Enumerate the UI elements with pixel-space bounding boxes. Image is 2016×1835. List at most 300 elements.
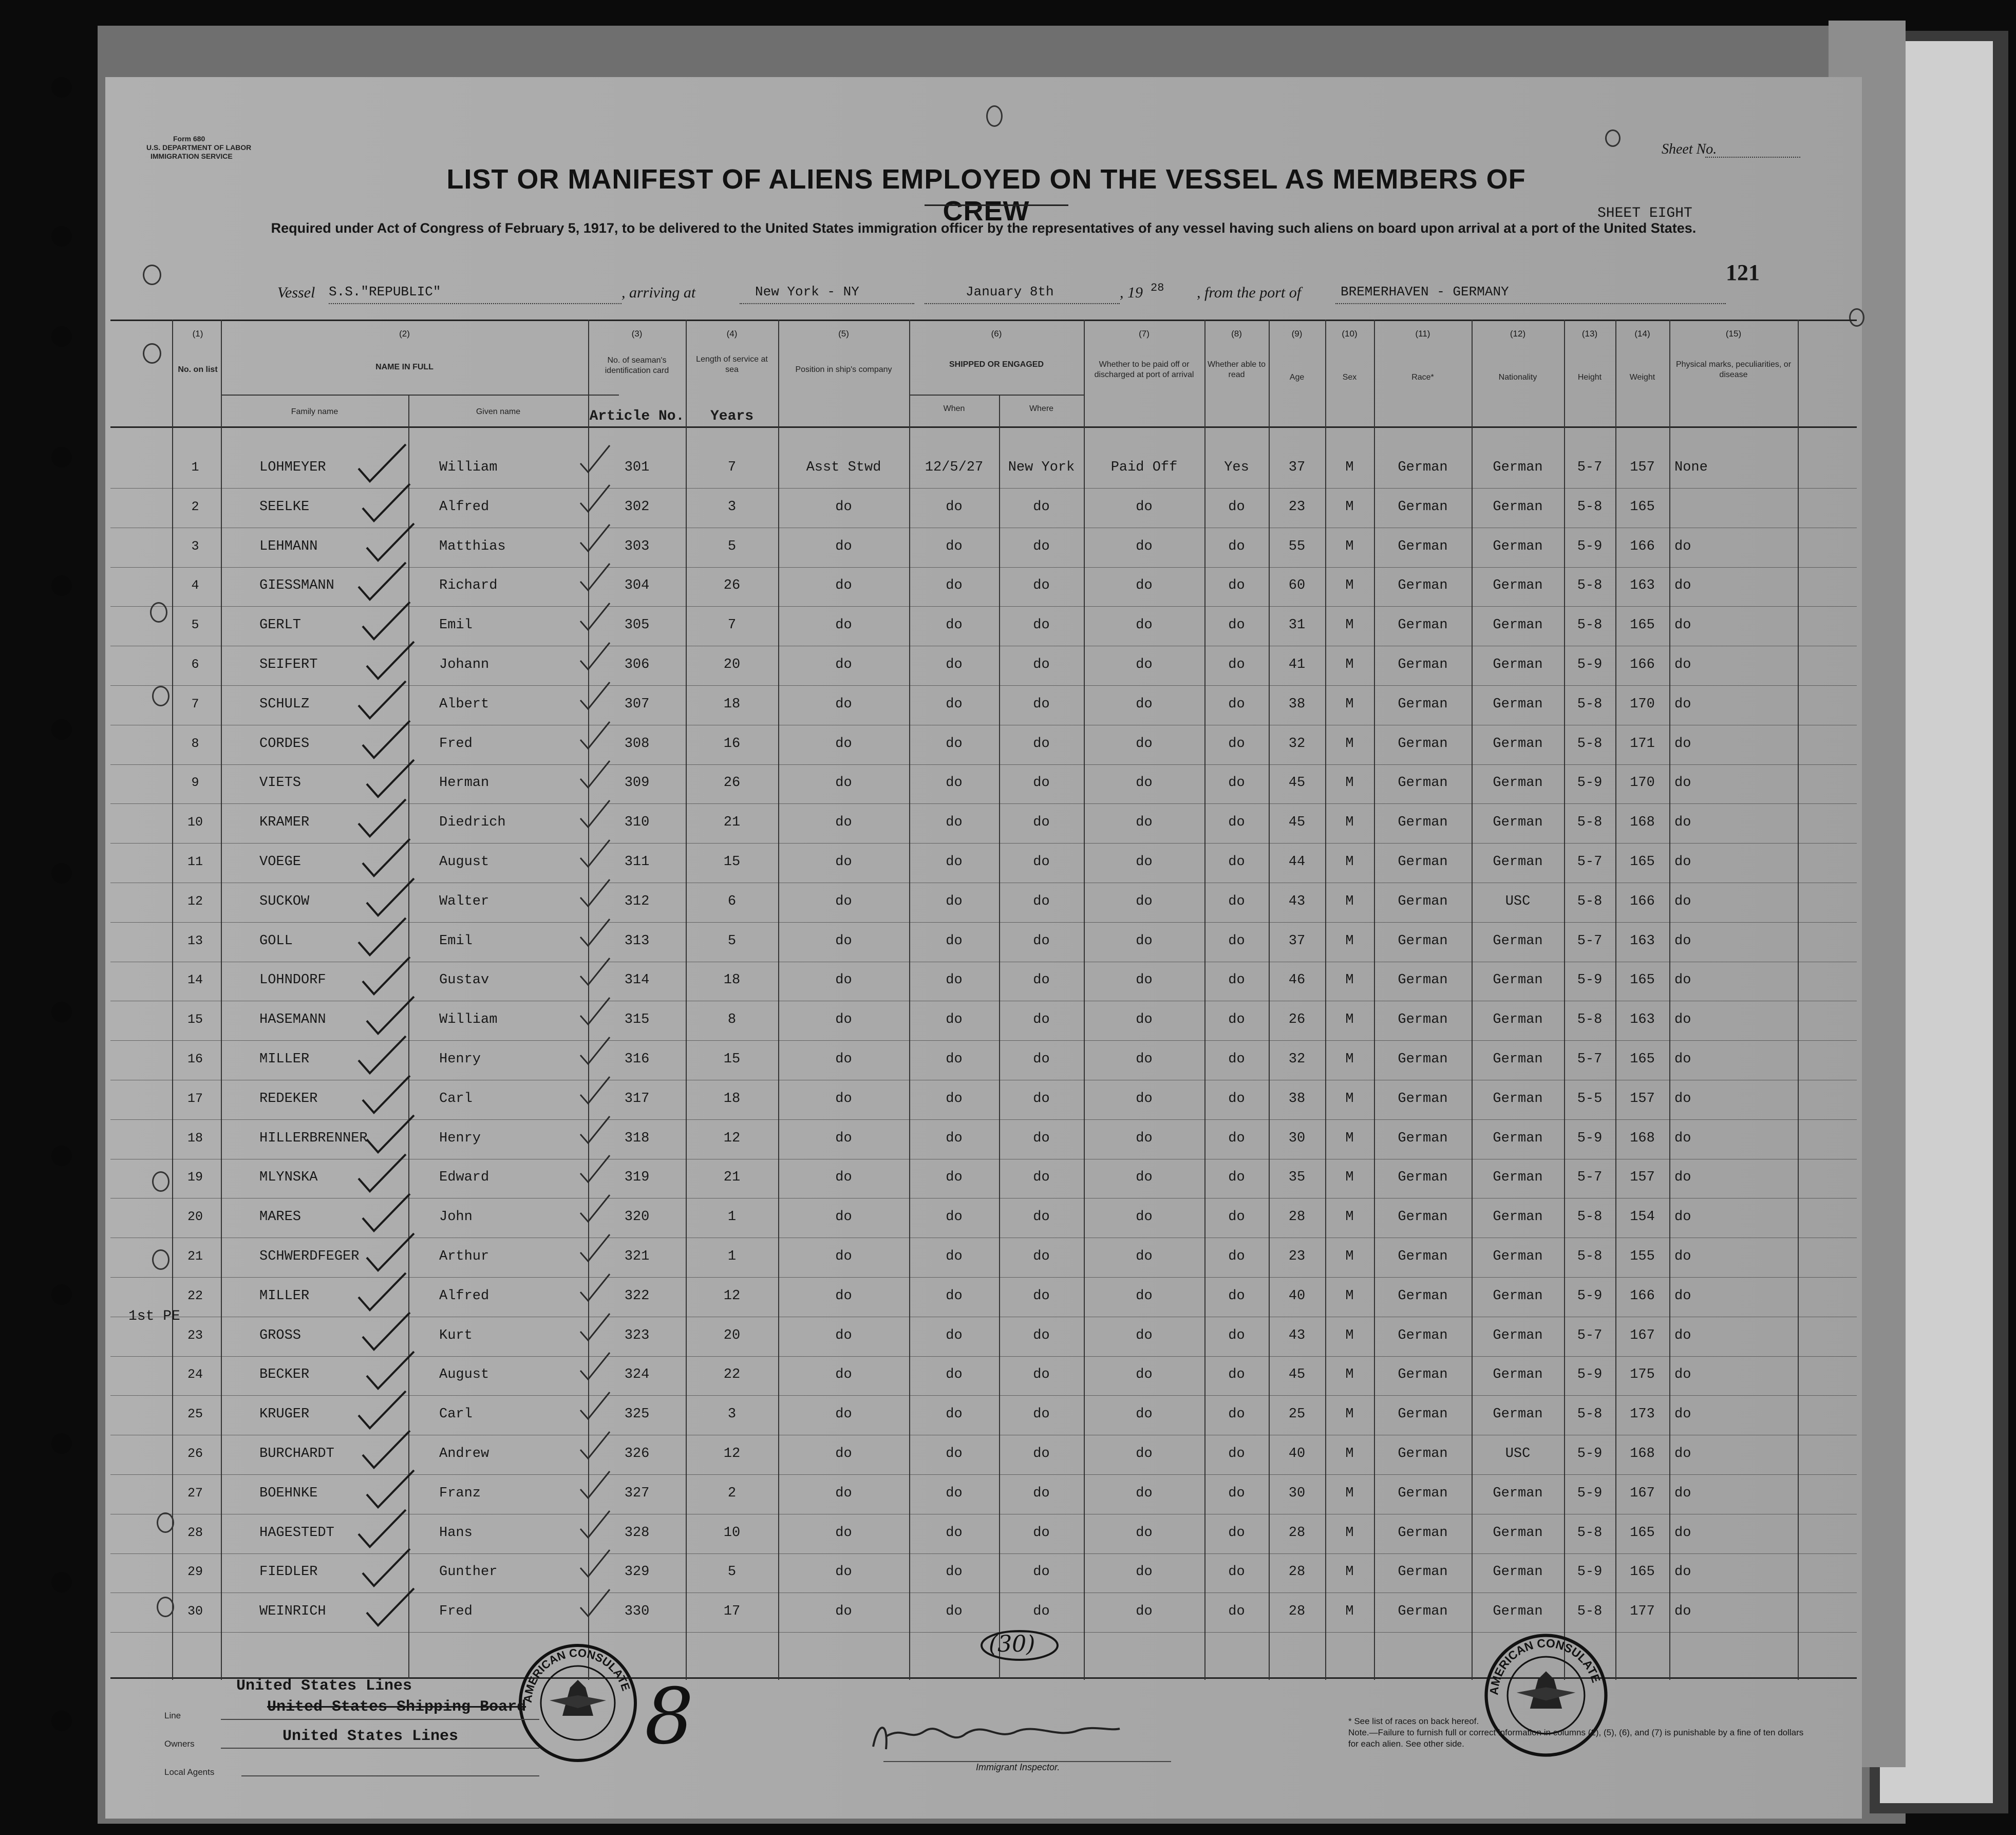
- id-card: 324: [624, 1367, 650, 1383]
- given-name: Carl: [439, 1091, 473, 1107]
- nationality: German: [1493, 1249, 1543, 1264]
- row-number: 26: [187, 1446, 203, 1461]
- weight: 168: [1630, 1130, 1655, 1146]
- years-service: 12: [723, 1446, 741, 1462]
- card-check-icon: [578, 677, 614, 713]
- able-to-read: do: [1228, 617, 1245, 633]
- height: 5-7: [1577, 460, 1603, 475]
- race: German: [1398, 1367, 1448, 1383]
- nationality: German: [1493, 854, 1543, 870]
- family-name: VOEGE: [259, 854, 302, 870]
- paid-off: do: [1136, 578, 1153, 594]
- race: German: [1398, 460, 1448, 475]
- paid-off: do: [1136, 1564, 1153, 1580]
- position: do: [835, 696, 852, 712]
- shipped-when: do: [946, 1564, 963, 1580]
- years-service: 1: [727, 1209, 737, 1225]
- years-service: 15: [723, 1052, 741, 1067]
- shipped-where: do: [1033, 696, 1050, 712]
- age: 45: [1288, 815, 1306, 831]
- weight: 165: [1630, 1564, 1655, 1580]
- card-check-icon: [578, 1111, 614, 1147]
- form-number: Form 680: [173, 135, 205, 143]
- footer-notes: [1348, 1716, 1811, 1750]
- able-to-read: do: [1228, 933, 1245, 949]
- nationality: German: [1493, 972, 1543, 988]
- row-number: 22: [187, 1288, 203, 1303]
- family-name: VIETS: [259, 775, 302, 791]
- total-count-note: (30): [989, 1631, 1035, 1657]
- family-name: HILLERBRENNER: [259, 1130, 368, 1146]
- nationality: German: [1493, 775, 1543, 791]
- age: 55: [1288, 538, 1306, 554]
- race: German: [1398, 815, 1448, 831]
- card-check-icon: [578, 835, 614, 871]
- shipped-where: do: [1033, 933, 1050, 949]
- header-id-typed: Article No.: [589, 408, 685, 424]
- shipped-where: do: [1033, 1130, 1050, 1146]
- position: do: [835, 1367, 852, 1383]
- family-name: KRAMER: [259, 815, 310, 831]
- age: 38: [1288, 1091, 1306, 1107]
- paid-off: do: [1136, 696, 1153, 712]
- id-card: 302: [624, 499, 650, 515]
- paid-off: do: [1136, 1249, 1153, 1264]
- family-name: GOLL: [259, 933, 293, 949]
- header-length-typed: Years: [710, 408, 753, 424]
- paid-off: do: [1136, 1209, 1153, 1225]
- shipped-when: do: [946, 1091, 963, 1107]
- nationality: German: [1493, 1407, 1543, 1422]
- shipped-when: do: [946, 1327, 963, 1343]
- paid-off: do: [1136, 1485, 1153, 1501]
- col-num: (4): [726, 329, 738, 339]
- family-name: GIESSMANN: [259, 578, 334, 594]
- weight: 166: [1630, 893, 1655, 909]
- family-name: FIEDLER: [259, 1564, 318, 1580]
- age: 28: [1288, 1604, 1306, 1620]
- owners-underline: [221, 1748, 539, 1749]
- row-number: 20: [187, 1209, 203, 1225]
- card-check-icon: [578, 440, 614, 476]
- header-family-name: Family name: [291, 407, 338, 416]
- race: German: [1398, 696, 1448, 712]
- given-name: William: [439, 1012, 498, 1028]
- physical-marks: do: [1674, 1327, 1691, 1343]
- years-service: 17: [723, 1604, 741, 1620]
- given-name: Herman: [439, 775, 489, 791]
- height: 5-7: [1577, 1327, 1603, 1343]
- given-name: August: [439, 854, 489, 870]
- able-to-read: do: [1228, 1485, 1245, 1501]
- col-num: (12): [1510, 329, 1526, 339]
- table-header-rule: [110, 426, 1857, 428]
- weight: 170: [1630, 775, 1655, 791]
- row-number: 3: [191, 538, 199, 554]
- sex: M: [1345, 1209, 1354, 1225]
- nationality: German: [1493, 696, 1543, 712]
- family-name: BURCHARDT: [259, 1446, 334, 1462]
- race: German: [1398, 775, 1448, 791]
- paid-off: do: [1136, 1525, 1153, 1541]
- id-card: 304: [624, 578, 650, 594]
- shipped-where: New York: [1008, 460, 1075, 475]
- id-card: 305: [624, 617, 650, 633]
- able-to-read: do: [1228, 499, 1245, 515]
- family-name: GERLT: [259, 617, 302, 633]
- id-card: 329: [624, 1564, 650, 1580]
- physical-marks: do: [1674, 854, 1691, 870]
- id-card: 327: [624, 1485, 650, 1501]
- shipped-where: do: [1033, 1209, 1050, 1225]
- card-check-icon: [578, 1584, 614, 1620]
- years-service: 12: [723, 1288, 741, 1304]
- header-marks: Physical marks, peculiarities, or disease: [1675, 360, 1792, 379]
- nationality: German: [1493, 1130, 1543, 1146]
- line-struck: United States Shipping Board: [267, 1698, 526, 1716]
- shipped-where: do: [1033, 538, 1050, 554]
- subtitle: Required under Act of Congress of February 5, 1917, to be delivered to the United States immigration officer by the representatives of any vessel having such aliens on board upon arrival at a port of the United States.: [271, 220, 1697, 236]
- row-number: 10: [187, 815, 203, 830]
- sex: M: [1345, 460, 1354, 475]
- able-to-read: do: [1228, 1130, 1245, 1146]
- shipped-where: do: [1033, 1604, 1050, 1620]
- age: 23: [1288, 499, 1306, 515]
- family-name: HAGESTEDT: [259, 1525, 334, 1541]
- race: German: [1398, 1130, 1448, 1146]
- physical-marks: do: [1674, 1052, 1691, 1067]
- age: 41: [1288, 657, 1306, 672]
- given-name: Hans: [439, 1525, 473, 1541]
- paid-off: do: [1136, 657, 1153, 672]
- card-check-icon: [578, 519, 614, 555]
- weight: 165: [1630, 854, 1655, 870]
- family-name: SEIFERT: [259, 657, 318, 672]
- total-note-circle: [978, 1627, 1061, 1663]
- years-service: 6: [727, 893, 737, 909]
- height: 5-7: [1577, 1170, 1603, 1186]
- row-number: 25: [187, 1407, 203, 1422]
- weight: 165: [1630, 972, 1655, 988]
- sheet-eight-typed: SHEET EIGHT: [1597, 205, 1692, 221]
- shipped-where: do: [1033, 1288, 1050, 1304]
- row-number: 4: [191, 578, 199, 593]
- id-card: 313: [624, 933, 650, 949]
- shipped-when: do: [946, 538, 963, 554]
- position: do: [835, 538, 852, 554]
- sex: M: [1345, 538, 1354, 554]
- row-number: 14: [187, 972, 203, 988]
- nationality: German: [1493, 1288, 1543, 1304]
- sex: M: [1345, 657, 1354, 672]
- id-card: 330: [624, 1604, 650, 1620]
- col-num: (2): [399, 329, 410, 339]
- name-subheader-rule: [221, 395, 619, 396]
- shipped-when: do: [946, 696, 963, 712]
- position: do: [835, 1130, 852, 1146]
- family-name: MARES: [259, 1209, 302, 1225]
- card-check-icon: [578, 1387, 614, 1423]
- row-number: 21: [187, 1249, 203, 1264]
- shipped-where: do: [1033, 617, 1050, 633]
- sex: M: [1345, 815, 1354, 831]
- weight: 177: [1630, 1604, 1655, 1620]
- physical-marks: do: [1674, 1209, 1691, 1225]
- position: do: [835, 736, 852, 752]
- physical-marks: do: [1674, 1485, 1691, 1501]
- sex: M: [1345, 1249, 1354, 1264]
- sex: M: [1345, 736, 1354, 752]
- race: German: [1398, 1564, 1448, 1580]
- punch-hole-9: [51, 1146, 72, 1166]
- age: 40: [1288, 1446, 1306, 1462]
- shipped-when: do: [946, 1407, 963, 1422]
- paid-off: do: [1136, 933, 1153, 949]
- header-nationality: Nationality: [1498, 373, 1537, 382]
- family-name: GROSS: [259, 1327, 302, 1343]
- id-card: 323: [624, 1327, 650, 1343]
- physical-marks: do: [1674, 1091, 1691, 1107]
- nationality: German: [1493, 1367, 1543, 1383]
- weight: 168: [1630, 815, 1655, 831]
- height: 5-9: [1577, 1446, 1603, 1462]
- physical-marks: do: [1674, 617, 1691, 633]
- row-number: 1: [191, 460, 199, 475]
- header-position: Position in ship's company: [795, 365, 892, 374]
- agents-label: Local Agents: [164, 1767, 215, 1777]
- years-service: 1: [727, 1249, 737, 1264]
- shipped-subheader-rule: [909, 395, 1084, 396]
- sex: M: [1345, 1407, 1354, 1422]
- line-typed: United States Lines: [236, 1677, 412, 1695]
- row-number: 12: [187, 893, 203, 909]
- shipped-where: do: [1033, 736, 1050, 752]
- card-check-icon: [578, 993, 614, 1028]
- id-card: 316: [624, 1052, 650, 1067]
- shipped-where: do: [1033, 1091, 1050, 1107]
- paid-off: do: [1136, 1407, 1153, 1422]
- shipped-when: do: [946, 1446, 963, 1462]
- height: 5-8: [1577, 815, 1603, 831]
- shipped-where: do: [1033, 1249, 1050, 1264]
- age: 28: [1288, 1209, 1306, 1225]
- given-name: Alfred: [439, 1288, 489, 1304]
- paid-off: do: [1136, 1288, 1153, 1304]
- nationality: German: [1493, 578, 1543, 594]
- nationality: German: [1493, 460, 1543, 475]
- owners-label: Owners: [164, 1739, 195, 1749]
- nationality: German: [1493, 1564, 1543, 1580]
- col-num: (15): [1725, 329, 1742, 339]
- sex: M: [1345, 775, 1354, 791]
- shipped-when: do: [946, 1288, 963, 1304]
- shipped-where: do: [1033, 854, 1050, 870]
- row-number: 6: [191, 657, 199, 672]
- sex: M: [1345, 499, 1354, 515]
- age: 37: [1288, 460, 1306, 475]
- height: 5-8: [1577, 1604, 1603, 1620]
- id-card: 317: [624, 1091, 650, 1107]
- col-num: (10): [1342, 329, 1358, 339]
- card-check-icon: [578, 717, 614, 753]
- shipped-when: do: [946, 1012, 963, 1028]
- race: German: [1398, 1446, 1448, 1462]
- position: do: [835, 1249, 852, 1264]
- shipped-where: do: [1033, 657, 1050, 672]
- race: German: [1398, 1327, 1448, 1343]
- date-underline: [925, 303, 1120, 304]
- height: 5-9: [1577, 1288, 1603, 1304]
- table-row: [110, 1594, 1857, 1633]
- position: do: [835, 972, 852, 988]
- position: do: [835, 1288, 852, 1304]
- shipped-where: do: [1033, 815, 1050, 831]
- age: 35: [1288, 1170, 1306, 1186]
- years-service: 20: [723, 657, 741, 672]
- given-name: Matthias: [439, 538, 506, 554]
- header-sex: Sex: [1342, 373, 1357, 382]
- years-service: 21: [723, 1170, 741, 1186]
- given-name: Gustav: [439, 972, 489, 988]
- id-card: 301: [624, 460, 650, 475]
- arriving-port: New York - NY: [755, 284, 859, 299]
- race: German: [1398, 972, 1448, 988]
- family-name: REDEKER: [259, 1091, 318, 1107]
- weight: 163: [1630, 1012, 1655, 1028]
- sex: M: [1345, 854, 1354, 870]
- family-name: SEELKE: [259, 499, 310, 515]
- able-to-read: do: [1228, 578, 1245, 594]
- years-service: 5: [727, 538, 737, 554]
- family-name: KRUGER: [259, 1407, 310, 1422]
- nationality: German: [1493, 815, 1543, 831]
- height: 5-8: [1577, 578, 1603, 594]
- form-identifier: [146, 135, 251, 161]
- paid-off: do: [1136, 893, 1153, 909]
- shipped-when: do: [946, 893, 963, 909]
- col-num: (7): [1139, 329, 1150, 339]
- card-check-icon: [578, 1347, 614, 1383]
- punch-hole-2: [51, 226, 72, 247]
- position: do: [835, 1209, 852, 1225]
- able-to-read: do: [1228, 1327, 1245, 1343]
- sheet-no-label: Sheet No.: [1662, 141, 1717, 157]
- shipped-when: 12/5/27: [925, 460, 984, 475]
- height: 5-9: [1577, 1130, 1603, 1146]
- nationality: German: [1493, 1604, 1543, 1620]
- margin-note: 1st PE: [128, 1308, 180, 1324]
- race: German: [1398, 1091, 1448, 1107]
- weight: 167: [1630, 1485, 1655, 1501]
- weight: 173: [1630, 1407, 1655, 1422]
- shipped-when: do: [946, 815, 963, 831]
- weight: 157: [1630, 1091, 1655, 1107]
- able-to-read: do: [1228, 696, 1245, 712]
- paid-off: do: [1136, 1446, 1153, 1462]
- years-service: 18: [723, 696, 741, 712]
- handwritten-mark: 8: [645, 1672, 694, 1762]
- seal-text-right: AMERICAN CONSULATE: [1487, 1636, 1603, 1696]
- ring-mark: [1849, 308, 1864, 327]
- nationality: German: [1493, 1012, 1543, 1028]
- id-card: 306: [624, 657, 650, 672]
- position: do: [835, 1407, 852, 1422]
- physical-marks: do: [1674, 736, 1691, 752]
- col-num: (14): [1634, 329, 1650, 339]
- row-number: 15: [187, 1012, 203, 1027]
- row-number: 29: [187, 1564, 203, 1580]
- paid-off: Paid Off: [1110, 460, 1178, 475]
- card-check-icon: [578, 1032, 614, 1068]
- header-no-on-list: No. on list: [178, 365, 218, 374]
- col-num: (3): [631, 329, 643, 339]
- able-to-read: do: [1228, 1288, 1245, 1304]
- shipped-when: do: [946, 1130, 963, 1146]
- physical-marks: do: [1674, 538, 1691, 554]
- given-name: Emil: [439, 933, 473, 949]
- arrival-year: 28: [1151, 282, 1164, 294]
- race: German: [1398, 1209, 1448, 1225]
- nationality: German: [1493, 499, 1543, 515]
- punch-hole-11: [51, 1433, 72, 1454]
- weight: 163: [1630, 578, 1655, 594]
- id-card: 326: [624, 1446, 650, 1462]
- table-top-rule: [110, 320, 1857, 321]
- card-check-icon: [578, 1269, 614, 1305]
- nationality: German: [1493, 617, 1543, 633]
- height: 5-5: [1577, 1091, 1603, 1107]
- physical-marks: do: [1674, 1407, 1691, 1422]
- family-name: MILLER: [259, 1052, 310, 1067]
- vessel-name: S.S."REPUBLIC": [329, 284, 441, 299]
- years-service: 18: [723, 1091, 741, 1107]
- able-to-read: do: [1228, 1525, 1245, 1541]
- physical-marks: do: [1674, 893, 1691, 909]
- nationality: German: [1493, 1485, 1543, 1501]
- sex: M: [1345, 1288, 1354, 1304]
- height: 5-8: [1577, 736, 1603, 752]
- given-name: Edward: [439, 1170, 489, 1186]
- row-number: 2: [191, 499, 199, 514]
- able-to-read: do: [1228, 1249, 1245, 1264]
- years-service: 8: [727, 1012, 737, 1028]
- age: 60: [1288, 578, 1306, 594]
- id-card: 311: [624, 854, 650, 870]
- age: 26: [1288, 1012, 1306, 1028]
- able-to-read: do: [1228, 1604, 1245, 1620]
- nationality: German: [1493, 1525, 1543, 1541]
- height: 5-7: [1577, 933, 1603, 949]
- sex: M: [1345, 1367, 1354, 1383]
- able-to-read: do: [1228, 736, 1245, 752]
- able-to-read: do: [1228, 1209, 1245, 1225]
- nationality: German: [1493, 1209, 1543, 1225]
- able-to-read: do: [1228, 972, 1245, 988]
- weight: 166: [1630, 1288, 1655, 1304]
- punch-hole-5: [51, 575, 72, 596]
- row-number: 5: [191, 617, 199, 633]
- card-check-icon: [578, 1427, 614, 1463]
- owners-typed: United States Lines: [282, 1728, 459, 1745]
- sex: M: [1345, 1485, 1354, 1501]
- given-name: Henry: [439, 1130, 481, 1146]
- line-underline: [221, 1719, 539, 1720]
- physical-marks: do: [1674, 1249, 1691, 1264]
- family-name: LEHMANN: [259, 538, 318, 554]
- header-id-card: No. of seaman's identification card: [605, 356, 669, 375]
- sex: M: [1345, 696, 1354, 712]
- years-service: 21: [723, 815, 741, 831]
